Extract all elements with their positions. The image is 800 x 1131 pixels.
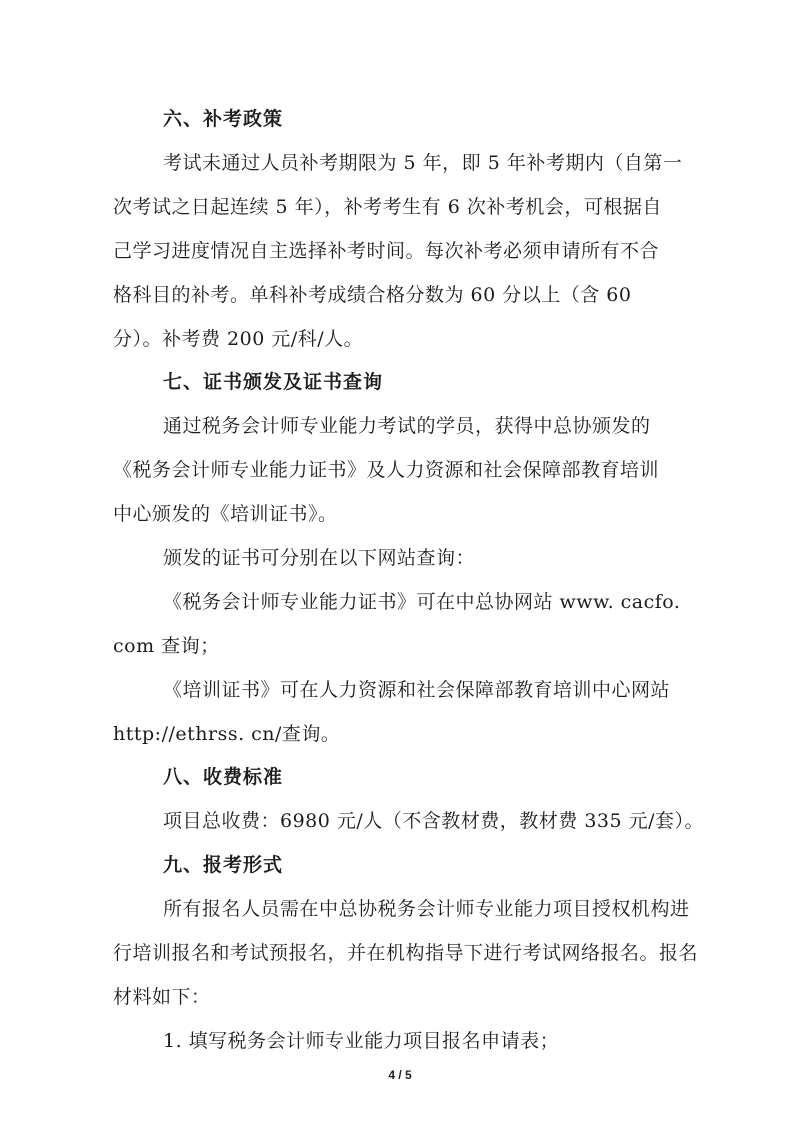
paragraph-line: 《税务会计师专业能力证书》可在中总协网站 www. cacfo. [163,591,681,613]
paragraph-line: 颁发的证书可分别在以下网站查询： [163,547,476,569]
list-item: 1. 填写税务会计师专业能力项目报名申请表； [163,1030,560,1052]
page-number: 4 / 5 [388,1068,412,1082]
paragraph-line: 项目总收费：6980 元/人（不含教材费，教材费 335 元/套）。 [163,810,705,832]
paragraph-line: 《税务会计师专业能力证书》及人力资源和社会保障部教育培训 [113,459,660,481]
section-heading-6: 六、补考政策 [163,108,284,130]
paragraph-line: 中心颁发的《培训证书》。 [113,503,338,525]
paragraph-line: 格科目的补考。单科补考成绩合格分数为 60 分以上（含 60 [113,284,632,306]
section-heading-8: 八、收费标准 [163,766,284,788]
paragraph-line: 己学习进度情况自主选择补考时间。每次补考必须申请所有不合 [113,240,660,262]
paragraph-line: 《培训证书》可在人力资源和社会保障部教育培训中心网站 [163,679,671,701]
paragraph-line: 行培训报名和考试预报名，并在机构指导下进行考试网络报名。报名 [113,942,699,964]
paragraph-line: 次考试之日起连续 5 年），补考考生有 6 次补考机会，可根据自 [113,196,662,218]
section-heading-7: 七、证书颁发及证书查询 [163,371,384,393]
paragraph-line: 所有报名人员需在中总协税务会计师专业能力项目授权机构进 [163,898,690,920]
paragraph-line: http://ethrss. cn/查询。 [113,723,341,745]
paragraph-line: 考试未通过人员补考期限为 5 年，即 5 年补考期内（自第一 [163,152,683,174]
paragraph-line: 通过税务会计师专业能力考试的学员，获得中总协颁发的 [163,415,651,437]
paragraph-line: 材料如下： [113,986,211,1008]
section-heading-9: 九、报考形式 [163,854,284,876]
paragraph-line: com 查询； [113,635,220,657]
paragraph-line: 分）。补考费 200 元/科/人。 [113,328,364,350]
